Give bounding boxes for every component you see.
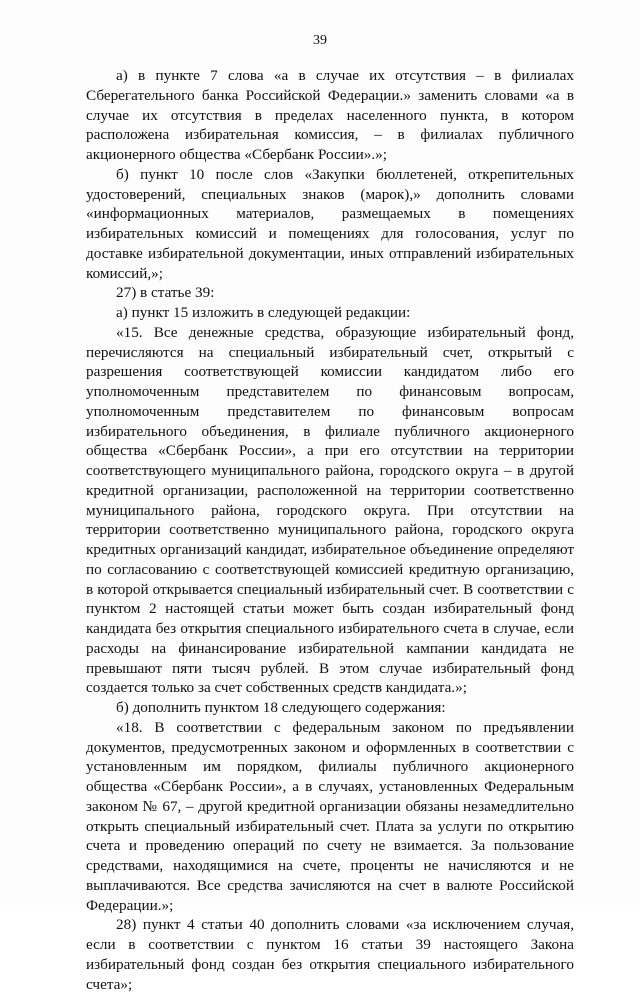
- paragraph-15a-intro: а) пункт 15 изложить в следующей редакции:: [116, 304, 411, 321]
- paragraph-28: 28) пункт 4 статьи 40 дополнить словами «за исключением случая, если в соответствии с пунктом 16 статьи 39 настоящего Закона избирательный фонд создан без открытия специального избирательного счета»;: [86, 916, 574, 993]
- page-number: 39: [313, 33, 327, 48]
- paragraph-18b-intro: б) дополнить пунктом 18 следующего содержания:: [116, 699, 446, 716]
- paragraph-15-text: «15. Все денежные средства, образующие избирательный фонд, перечисляются на специальный избирательный счет, открытый с разрешения соответствующей комиссии кандидатом либо его уполномоченным представителем по финансовым вопросам, уполномоченным представителем по финансовым вопросам избирательного объединения, в филиале публичного акционерного общества «Сбербанк России», а при его отсутствии на территории соответствующего муниципального района, городского округа – в другой кредитной организации, расположенной на территории соответственно муниципального района, городского округа. При отсутствии на территории соответственно муниципального района, городского округа кредитных организаций кандидат, избирательное объединение определяют по согласованию с соответствующей комиссией кредитную организацию, в которой открывается специальный избирательный счет. В соответствии с пунктом 2 настоящей статьи может быть создан избирательный фонд кандидата без открытия специального избирательного счета в случае, если расходы на финансирование избирательной кампании кандидата не превышают пяти тысяч рублей. В этом случае избирательный фонд создается только за счет собственных средств кандидата.»;: [86, 323, 574, 697]
- paragraph-10b: б) пункт 10 после слов «Закупки бюллетеней, открепительных удостоверений, специальных знаков (марок),» дополнить словами «информационных материалов, размещаемых в помещениях избирательных комиссий и помещениях для голосования, услуг по доставке избирательной документации, иных отправлений избирательных комиссий,»;: [86, 165, 574, 282]
- paragraph-18-text: «18. В соответствии с федеральным законом по предъявлении документов, предусмотренных законом и оформленных в соответствии с установленным им порядком, филиалы публичного акционерного общества «Сбербанк России», а в случаях, установленных Федеральным законом № 67, – другой кредитной организации обязаны незамедлительно открыть специальный избирательный счет. Плата за услуги по открытию счета и проведению операций по счету не взимается. За пользование средствами, находящимися на счете, проценты не начисляются и не выплачиваются. Все средства зачисляются на счет в валюте Российской Федерации.»;: [86, 718, 574, 914]
- paragraph-7a: а) в пункте 7 слова «а в случае их отсутствия – в филиалах Сберегательного банка Российской Федерации.» заменить словами «а в случае их отсутствия в пределах населенного пункта, в котором расположена избирательная комиссия, – в филиалах публичного акционерного общества «Сбербанк России».»;: [86, 67, 574, 163]
- document-body: [86, 66, 574, 994]
- paragraph-27-heading: 27) в статье 39:: [116, 284, 215, 302]
